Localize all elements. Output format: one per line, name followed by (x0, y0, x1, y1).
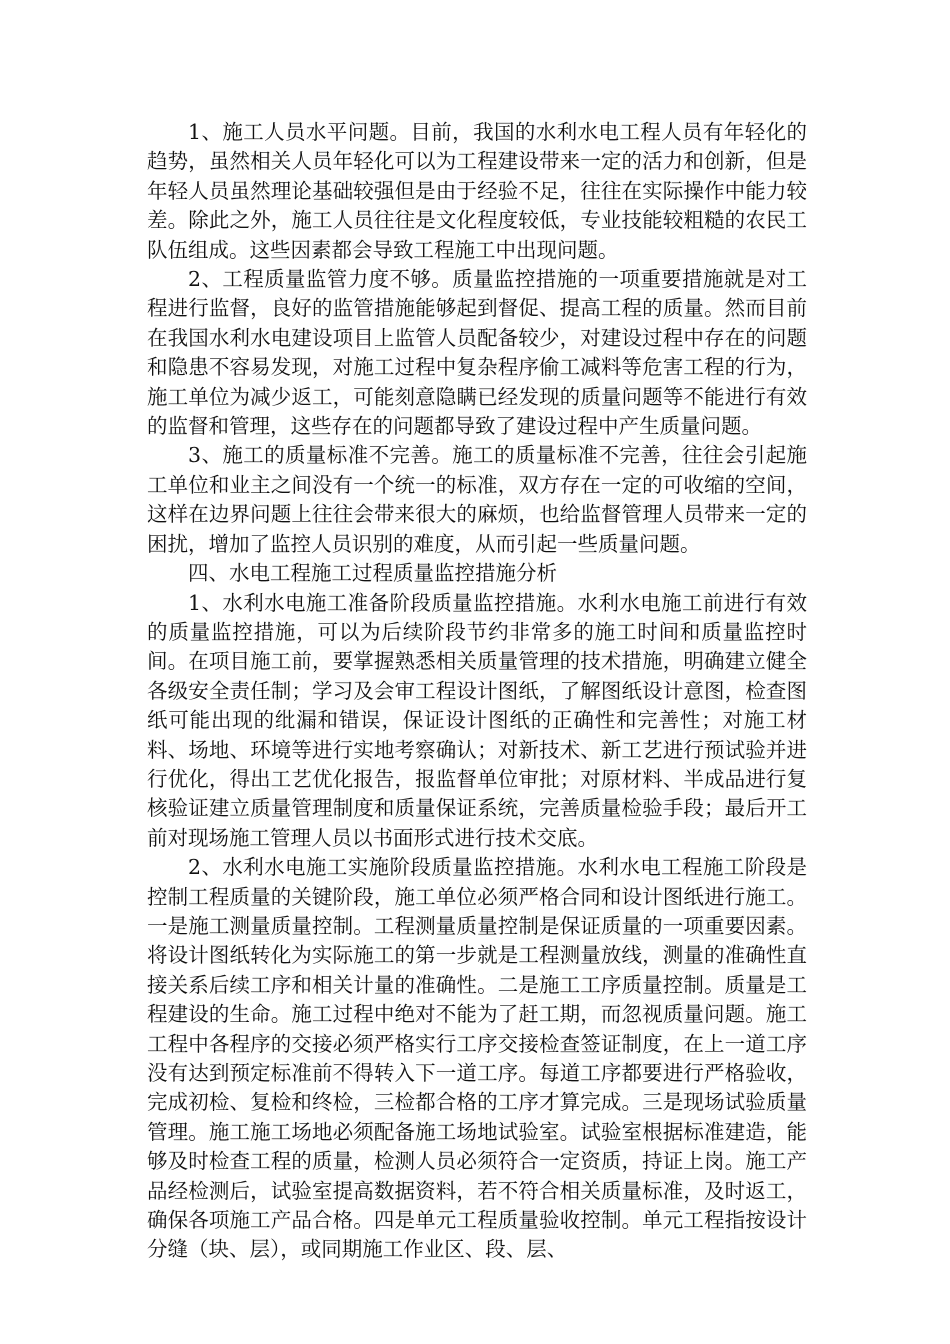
paragraph-construction-personnel: 1、施工人员水平问题。目前，我国的水利水电工程人员有年轻化的趋势，虽然相关人员年轻化可以为工程建设带来一定的活力和创新，但是年轻人员虽然理论基础较强但是由于经验不足，往往在实际操作中能力较差。除此之外，施工人员往往是文化程度较低，专业技能较粗糙的农民工队伍组成。这些因素都会导致工程施工中出现问题。 (147, 120, 807, 262)
paragraph-quality-standards: 3、施工的质量标准不完善。施工的质量标准不完善，往往会引起施工单位和业主之间没有一个统一的标准，双方存在一定的可收缩的空间，这样在边界问题上往往会带来很大的麻烦，也给监督管理人员带来一定的困扰，增加了监控人员识别的难度，从而引起一些质量问题。 (147, 443, 807, 556)
document-body (147, 118, 807, 1265)
paragraph-implementation-stage: 2、水利水电施工实施阶段质量监控措施。水利水电工程施工阶段是控制工程质量的关键阶段，施工单位必须严格合同和设计图纸进行施工。一是施工测量质量控制。工程测量质量控制是保证质量的一项重要因素。将设计图纸转化为实际施工的第一步就是工程测量放线，测量的准确性直接关系后续工序和相关计量的准确性。二是施工工序质量控制。质量是工程建设的生命。施工过程中绝对不能为了赶工期，而忽视质量问题。施工工程中各程序的交接必须严格实行工序交接检查签证制度，在上一道工序没有达到预定标准前不得转入下一道工序。每道工序都要进行严格验收，完成初检、复检和终检，三检都合格的工序才算完成。三是现场试验质量管理。施工施工场地必须配备施工场地试验室。试验室根据标准建造，能够及时检查工程的质量，检测人员必须符合一定资质，持证上岗。施工产品经检测后，试验室提高数据资料，若不符合相关质量标准，及时返工，确保各项施工产品合格。四是单元工程质量验收控制。单元工程指按设计分缝（块、层），或同期施工作业区、段、层、 (147, 855, 807, 1262)
paragraph-quality-supervision: 2、工程质量监管力度不够。质量监控措施的一项重要措施就是对工程进行监督，良好的监管措施能够起到督促、提高工程的质量。然而目前在我国水利水电建设项目上监管人员配备较少，对建设过程中存在的问题和隐患不容易发现，对施工过程中复杂程序偷工减料等危害工程的行为，施工单位为减少返工，可能刻意隐瞒已经发现的质量问题等不能进行有效的监督和管理，这些存在的问题都导致了建设过程中产生质量问题。 (147, 267, 807, 439)
section-heading: 四、水电工程施工过程质量监控措施分析 (188, 561, 557, 586)
paragraph-preparation-stage: 1、水利水电施工准备阶段质量监控措施。水利水电施工前进行有效的质量监控措施，可以为后续阶段节约非常多的施工时间和质量监控时间。在项目施工前，要掌握熟悉相关质量管理的技术措施，明确建立健全各级安全责任制；学习及会审工程设计图纸，了解图纸设计意图，检查图纸可能出现的纰漏和错误，保证设计图纸的正确性和完善性；对施工材料、场地、环境等进行实地考察确认；对新技术、新工艺进行预试验并进行优化，得出工艺优化报告，报监督单位审批；对原材料、半成品进行复核验证建立质量管理制度和质量保证系统，完善质量检验手段；最后开工前对现场施工管理人员以书面形式进行技术交底。 (147, 590, 807, 850)
